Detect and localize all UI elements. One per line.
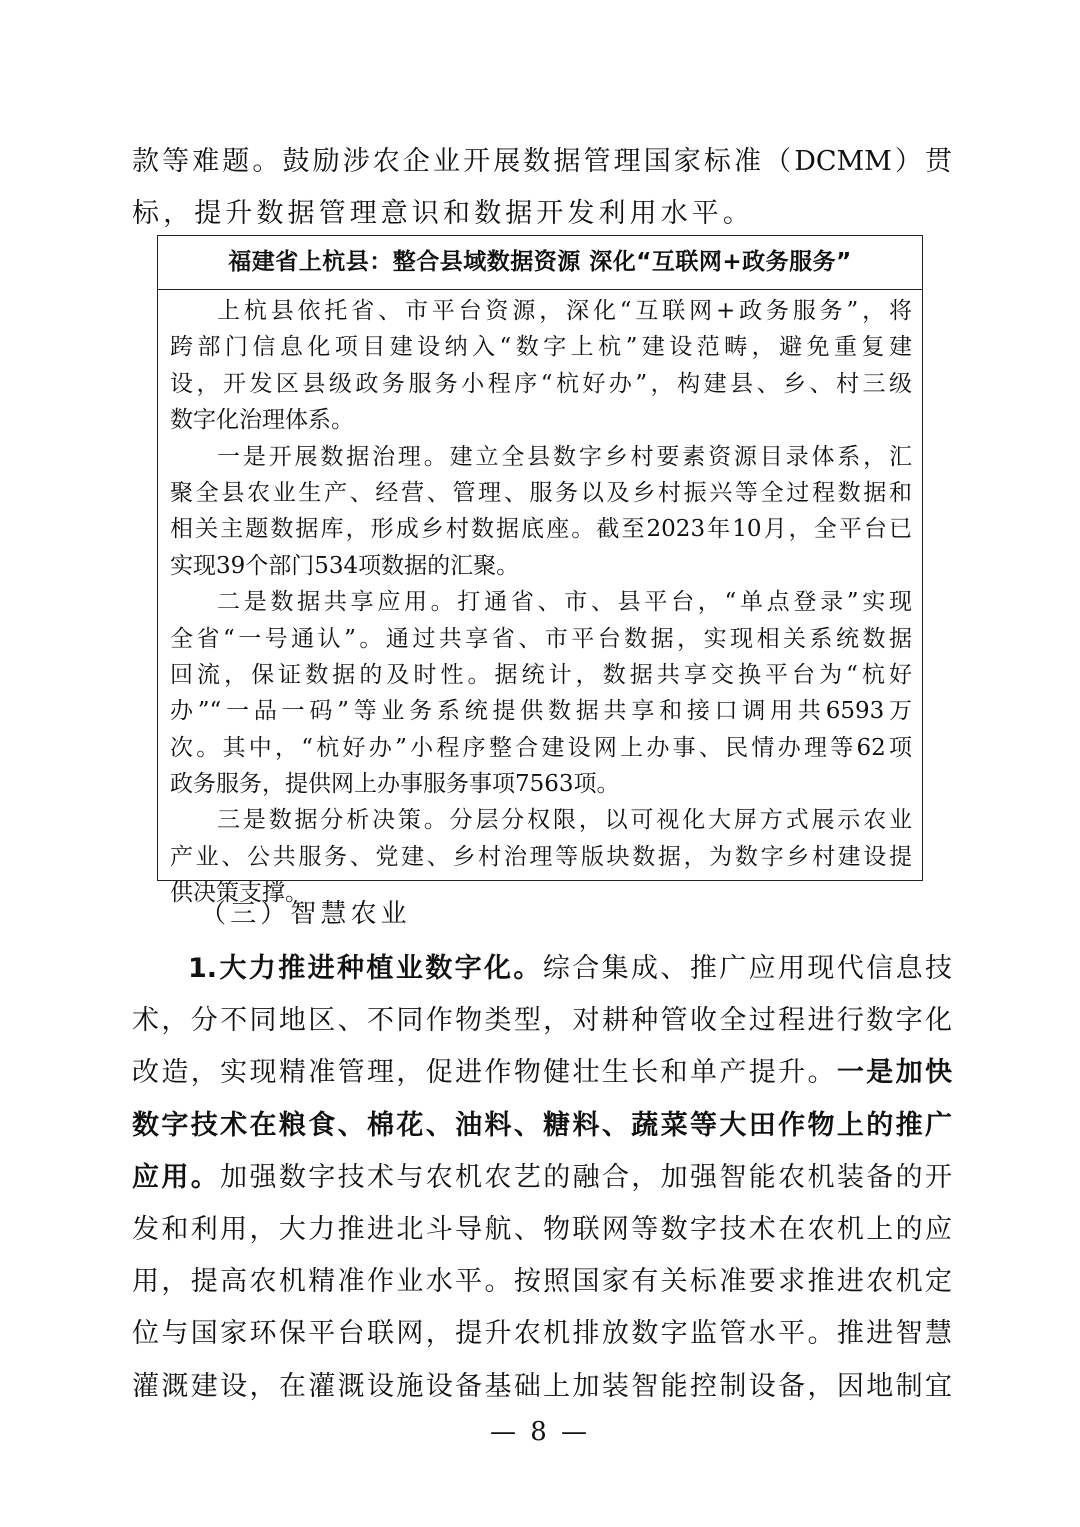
body-line-9: 灌溉建设，在灌溉设施设备基础上加装智能控制设备，因地制宜 <box>132 1370 952 1402</box>
case-line: 数字化治理体系。 <box>170 407 354 434</box>
case-line: 办”“一品一码”等业务系统提供数据共享和接口调用共6593万 <box>170 698 912 725</box>
case-line: 二是数据共享应用。打通省、市、县平台，“单点登录”实现 <box>217 589 912 616</box>
body-text: 改造，实现精准管理，促进作物健壮生长和单产提升。 <box>132 1057 837 1089</box>
body-line-5 <box>132 1152 952 1204</box>
bold-emphasis: 一是加快 <box>836 1057 953 1089</box>
case-line: 政务服务，提供网上办事服务事项7563项。 <box>170 771 620 798</box>
bold-lead: 1.大力推进种植业数字化。 <box>188 953 543 984</box>
body-text: 加强数字技术与农机农艺的融合，加强智能农机装备的开 <box>220 1161 953 1193</box>
case-line: 全省“一号通认”。通过共享省、市平台数据，实现相关系统数据 <box>170 625 912 652</box>
bold-emphasis: 应用。 <box>132 1161 221 1193</box>
body-paragraph <box>132 943 952 1413</box>
case-line: 上杭县依托省、市平台资源，深化“互联网+政务服务”，将 <box>217 298 912 324</box>
case-study-box <box>157 235 923 907</box>
intro-paragraph <box>132 136 952 240</box>
section-heading-text: （三）智慧农业 <box>200 899 411 929</box>
intro-line-2: 标，提升数据管理意识和数据开发利用水平。 <box>132 198 754 229</box>
case-line: 三是数据分析决策。分层分权限，以可视化大屏方式展示农业 <box>217 807 912 834</box>
body-line-6: 发和利用，大力推进北斗导航、物联网等数字技术在农机上的应 <box>132 1213 952 1245</box>
page-number: — 8 — <box>489 1417 591 1447</box>
body-line-3 <box>132 1047 952 1099</box>
body-line-8: 位与国家环保平台联网，提升农机排放数字监管水平。推进智慧 <box>132 1318 952 1350</box>
case-study-body <box>158 290 922 912</box>
case-line: 相关主题数据库，形成乡村数据底座。截至2023年10月，全平台已 <box>170 516 912 543</box>
case-line: 次。其中，“杭好办”小程序整合建设网上办事、民情办理等62项 <box>170 734 912 761</box>
case-line: 设，开发区县级政务服务小程序“杭好办”，构建县、乡、村三级 <box>170 370 912 397</box>
case-line: 供决策支撑。 <box>170 880 308 907</box>
case-line: 产业、公共服务、党建、乡村治理等版块数据，为数字乡村建设提 <box>170 843 912 870</box>
intro-line-1: 款等难题。鼓励涉农企业开展数据管理国家标准（DCMM）贯 <box>132 146 952 177</box>
section-heading <box>200 888 600 940</box>
case-line: 一是开展数据治理。建立全县数字乡村要素资源目录体系，汇 <box>217 443 912 470</box>
case-study-title: 福建省上杭县：整合县域数据资源 深化“互联网+政务服务” <box>158 236 922 290</box>
body-line-4: 数字技术在粮食、棉花、油料、糖料、蔬菜等大田作物上的推广 <box>132 1109 952 1141</box>
case-line: 实现39个部门534项数据的汇聚。 <box>170 552 520 579</box>
body-line-2: 术，分不同地区、不同作物类型，对耕种管收全过程进行数字化 <box>132 1005 952 1037</box>
body-text: 综合集成、推广应用现代信息技 <box>542 953 953 984</box>
body-line-1 <box>132 943 952 995</box>
case-line: 跨部门信息化项目建设纳入“数字上杭”建设范畴，避免重复建 <box>170 334 912 361</box>
body-line-7: 用，提高农机精准作业水平。按照国家有关标准要求推进农机定 <box>132 1266 952 1298</box>
case-line: 聚全县农业生产、经营、管理、服务以及乡村振兴等全过程数据和 <box>170 479 912 506</box>
case-line: 回流，保证数据的及时性。据统计，数据共享交换平台为“杭好 <box>170 661 912 688</box>
